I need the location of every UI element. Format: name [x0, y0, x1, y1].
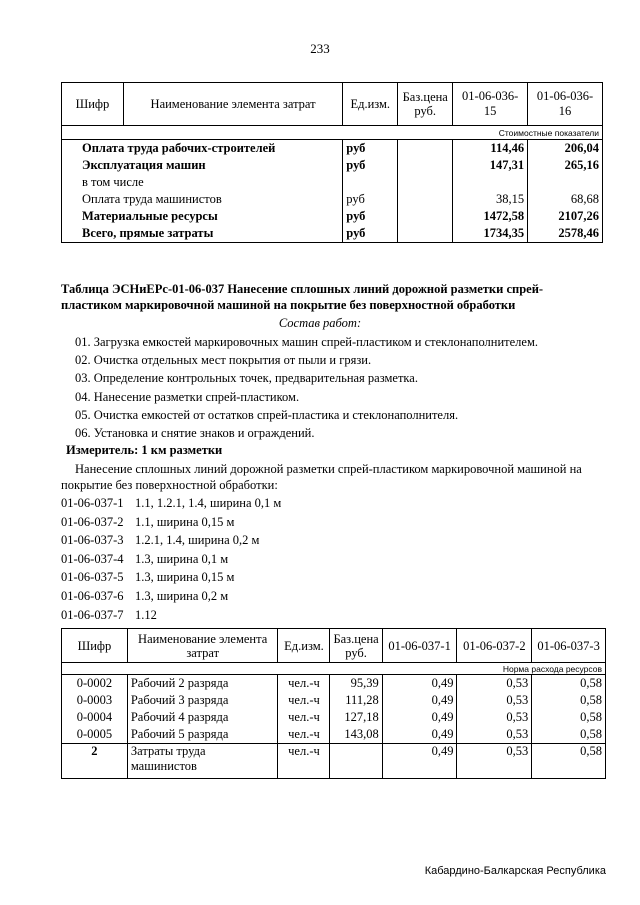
- resource-value-1: 0,49: [382, 692, 457, 709]
- work-item: 06. Установка и снятие знаков и ограждений.: [75, 426, 315, 440]
- code-description: 1.1, ширина 0,15 м: [135, 514, 235, 529]
- work-item: 02. Очистка отдельных мест покрытия от пыли и грязи.: [75, 353, 372, 368]
- table-row: [62, 709, 606, 726]
- header-code: Шифр: [62, 83, 124, 126]
- resource-unit: чел.-ч: [278, 675, 330, 693]
- code-description: 1.2.1, 1.4, ширина 0,2 м: [135, 533, 260, 548]
- header-col1: 01-06-036-15: [453, 83, 528, 126]
- table-row: [62, 174, 603, 191]
- resource-value-2: 0,53: [457, 726, 532, 744]
- code-item: [61, 533, 259, 548]
- work-item: 01. Загрузка емкостей маркировочных машин спрей-пластиком и стеклонаполнителем.: [75, 335, 539, 349]
- section-title-line2: пластиком маркировочной машиной на покрытие без поверхностной обработки: [61, 298, 516, 312]
- cost-value-2: 68,68: [528, 191, 603, 208]
- cost-name: Всего, прямые затраты: [62, 225, 343, 243]
- table-row: [62, 692, 606, 709]
- code-id: 01-06-037-2: [61, 514, 124, 529]
- code-id: 01-06-037-5: [61, 570, 124, 585]
- resource-value-2: 0,53: [457, 692, 532, 709]
- header-unit: Ед.изм.: [278, 629, 330, 663]
- header-code: Шифр: [62, 629, 128, 663]
- code-id: 01-06-037-4: [61, 551, 124, 566]
- cost-value-1: 38,15: [453, 191, 528, 208]
- resource-value-1: 0,49: [382, 709, 457, 726]
- empty-cell: [398, 174, 453, 191]
- code-item: [61, 515, 234, 530]
- cost-value-2: 206,04: [528, 140, 603, 158]
- resource-price: 95,39: [330, 675, 382, 693]
- resource-value-1: 0,49: [382, 726, 457, 744]
- code-id: 01-06-037-6: [61, 589, 124, 603]
- cost-unit: руб: [343, 140, 398, 158]
- cost-name: Материальные ресурсы: [62, 208, 343, 225]
- empty-cell: [398, 225, 453, 243]
- resource-name: Рабочий 3 разряда: [127, 692, 278, 709]
- table-row: [62, 675, 606, 693]
- resource-code: 0-0004: [62, 709, 128, 726]
- code-description: 1.3, ширина 0,15 м: [135, 570, 235, 585]
- resource-value-2: 0,53: [457, 709, 532, 726]
- resource-code: 0-0003: [62, 692, 128, 709]
- work-item: 05. Очистка емкостей от остатков спрей-пластика и стеклонаполнителя.: [75, 407, 459, 422]
- work-item: 03. Определение контрольных точек, предварительная разметка.: [75, 371, 418, 386]
- table-row: [62, 744, 606, 779]
- table-row: [62, 157, 603, 174]
- header-name: Наименование элемента затрат: [123, 83, 342, 126]
- empty-cell: [398, 157, 453, 174]
- cost-unit: руб: [343, 208, 398, 225]
- table-row: [62, 726, 606, 744]
- code-description: 1.1, 1.2.1, 1.4, ширина 0,1 м: [135, 496, 282, 510]
- subheader-resource-norms: Норма расхода ресурсов: [457, 663, 606, 675]
- header-name: Наименование элемента затрат: [127, 629, 278, 663]
- table-row: [62, 208, 603, 225]
- resource-unit: чел.-ч: [278, 744, 330, 779]
- cost-value-2: [528, 174, 603, 191]
- table-row: [62, 225, 603, 243]
- header-unit: Ед.изм.: [343, 83, 398, 126]
- cost-unit: руб: [343, 191, 398, 208]
- resource-value-3: 0,58: [532, 744, 606, 779]
- cost-table: [61, 82, 603, 243]
- header-price: Баз.цена руб.: [398, 83, 453, 126]
- code-item: [61, 552, 228, 567]
- cost-unit: [343, 174, 398, 191]
- cost-name: Оплата труда рабочих-строителей: [62, 140, 343, 158]
- header-col2: 01-06-036-16: [528, 83, 603, 126]
- subheader-cost-indicators: Стоимостные показатели: [453, 126, 603, 140]
- resource-value-3: 0,58: [532, 726, 606, 744]
- cost-name: Оплата труда машинистов: [62, 191, 343, 208]
- table-row: [62, 191, 603, 208]
- cost-value-1: [453, 174, 528, 191]
- meter-label: Измеритель: 1 км разметки: [66, 443, 223, 457]
- resource-table: [61, 628, 606, 779]
- resource-price: 111,28: [330, 692, 382, 709]
- header-col3: 01-06-037-3: [532, 629, 606, 663]
- resource-unit: чел.-ч: [278, 709, 330, 726]
- description-line2: покрытие без поверхностной обработки:: [61, 478, 278, 492]
- cost-unit: руб: [343, 157, 398, 174]
- footer-region: Кабардино-Балкарская Республика: [424, 865, 606, 877]
- resource-value-3: 0,58: [532, 675, 606, 693]
- code-description: 1.3, ширина 0,2 м: [135, 589, 229, 603]
- resource-price: 143,08: [330, 726, 382, 744]
- empty-cell: [398, 191, 453, 208]
- resource-value-2: 0,53: [457, 744, 532, 779]
- resource-code: 0-0005: [62, 726, 128, 744]
- description-line1: Нанесение сплошных линий дорожной разметки спрей-пластиком маркировочной машиной на: [75, 462, 582, 476]
- composition-heading: Состав работ:: [278, 316, 362, 330]
- section-title-line1: Таблица ЭСНиЕРс-01-06-037 Нанесение сплошных линий дорожной разметки спрей-: [61, 282, 544, 296]
- resource-value-2: 0,53: [457, 675, 532, 693]
- resource-code: 0-0002: [62, 675, 128, 693]
- resource-name: Рабочий 2 разряда: [127, 675, 278, 693]
- cost-value-1: 147,31: [453, 157, 528, 174]
- resource-price: [330, 744, 382, 779]
- cost-value-2: 2578,46: [528, 225, 603, 243]
- empty-cell: [398, 140, 453, 158]
- cost-unit: руб: [343, 225, 398, 243]
- resource-unit: чел.-ч: [278, 692, 330, 709]
- code-description: 1.3, ширина 0,1 м: [135, 551, 229, 566]
- code-item: [61, 570, 234, 585]
- resource-value-3: 0,58: [532, 709, 606, 726]
- table-row: [62, 140, 603, 158]
- cost-value-2: 2107,26: [528, 208, 603, 225]
- code-description: 1.12: [135, 607, 157, 622]
- header-col2: 01-06-037-2: [457, 629, 532, 663]
- cost-name: Эксплуатация машин: [62, 157, 343, 174]
- resource-price: 127,18: [330, 709, 382, 726]
- cost-value-2: 265,16: [528, 157, 603, 174]
- code-id: 01-06-037-3: [61, 533, 124, 548]
- code-item: [61, 589, 228, 604]
- cost-value-1: 1734,35: [453, 225, 528, 243]
- cost-value-1: 1472,58: [453, 208, 528, 225]
- work-item: 04. Нанесение разметки спрей-пластиком.: [75, 389, 300, 404]
- cost-name: в том числе: [62, 174, 343, 191]
- resource-name: Рабочий 5 разряда: [127, 726, 278, 744]
- code-id: 01-06-037-7: [61, 607, 124, 622]
- resource-name: Рабочий 4 разряда: [127, 709, 278, 726]
- code-item: [61, 608, 157, 623]
- code-id: 01-06-037-1: [61, 496, 124, 510]
- empty-cell: [398, 208, 453, 225]
- resource-code: 2: [62, 744, 128, 779]
- resource-value-3: 0,58: [532, 692, 606, 709]
- page-number: 233: [310, 41, 330, 56]
- resource-value-1: 0,49: [382, 675, 457, 693]
- resource-value-1: 0,49: [382, 744, 457, 779]
- header-col1: 01-06-037-1: [382, 629, 457, 663]
- code-item: [61, 496, 281, 511]
- resource-name: Затраты труда машинистов: [127, 744, 278, 779]
- resource-unit: чел.-ч: [278, 726, 330, 744]
- cost-value-1: 114,46: [453, 140, 528, 158]
- header-price: Баз.цена руб.: [330, 629, 382, 663]
